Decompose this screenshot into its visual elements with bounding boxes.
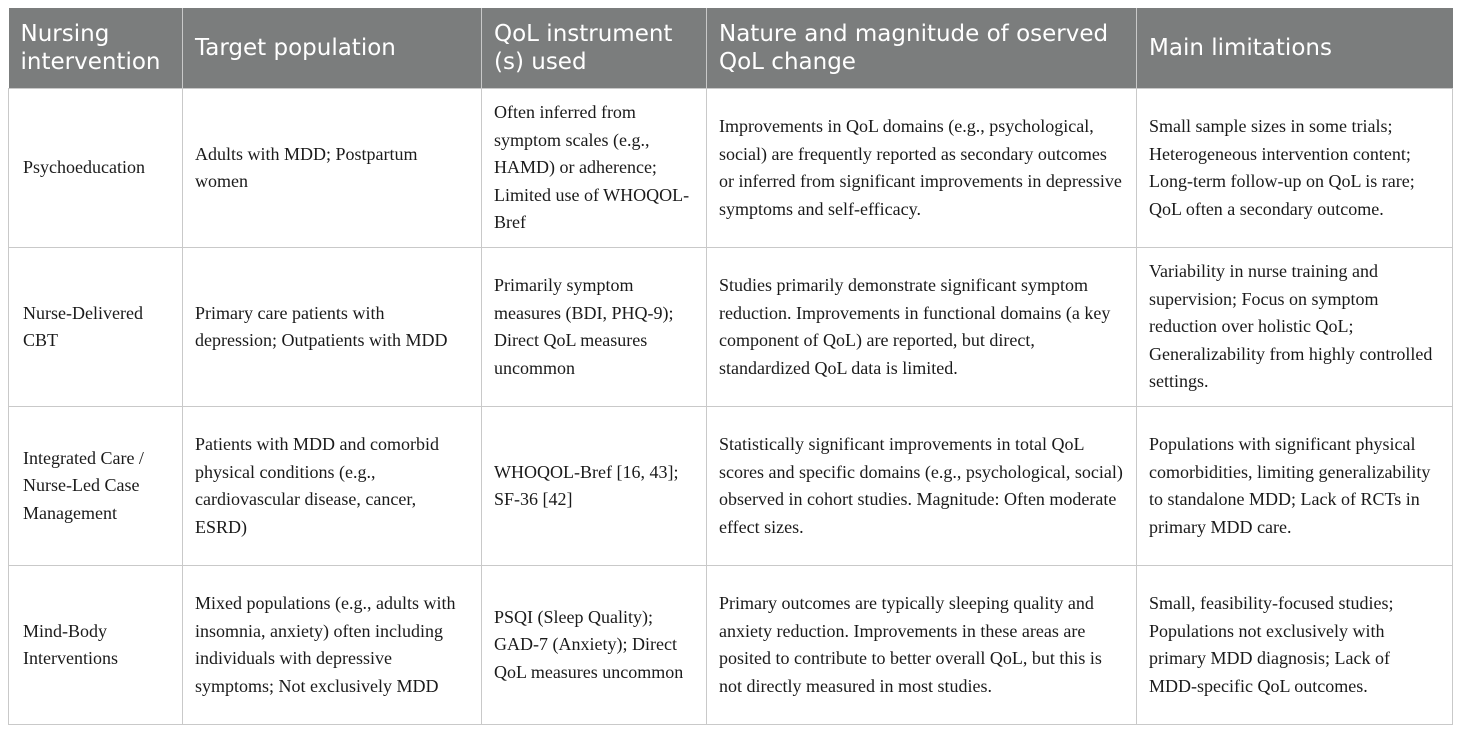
cell-qol-change: Improvements in QoL domains (e.g., psychological, social) are frequently reported as secondary outcomes or inferred from significant improvements in depressive symptoms and self-efficacy. <box>707 89 1137 248</box>
table-row <box>9 407 1453 566</box>
table-container <box>8 8 1452 725</box>
qol-interventions-table <box>8 8 1453 725</box>
table-row <box>9 566 1453 725</box>
header-target-population: Target population <box>183 8 482 89</box>
cell-instrument: WHOQOL-Bref [16, 43]; SF-36 [42] <box>482 407 707 566</box>
header-nursing-intervention: Nursing intervention <box>9 8 183 89</box>
cell-instrument: Primarily symptom measures (BDI, PHQ-9); Direct QoL measures uncommon <box>482 248 707 407</box>
cell-qol-change: Statistically significant improvements in total QoL scores and specific domains (e.g., psychological, social) observed in cohort studies. Magnitude: Often moderate effect sizes. <box>707 407 1137 566</box>
cell-limitations: Variability in nurse training and supervision; Focus on symptom reduction over holistic QoL; Generalizability from highly controlled settings. <box>1137 248 1453 407</box>
table-row <box>9 248 1453 407</box>
cell-instrument: Often inferred from symptom scales (e.g., HAMD) or adherence; Limited use of WHOQOL-Bref <box>482 89 707 248</box>
cell-population: Mixed populations (e.g., adults with insomnia, anxiety) often including individuals with depressive symptoms; Not exclusively MDD <box>183 566 482 725</box>
cell-intervention: Nurse-Delivered CBT <box>9 248 183 407</box>
header-row <box>9 8 1453 89</box>
cell-intervention: Mind-Body Interventions <box>9 566 183 725</box>
cell-population: Patients with MDD and comorbid physical conditions (e.g., cardiovascular disease, cancer, ESRD) <box>183 407 482 566</box>
cell-population: Adults with MDD; Postpartum women <box>183 89 482 248</box>
cell-qol-change: Primary outcomes are typically sleeping quality and anxiety reduction. Improvements in these areas are posited to contribute to better overall QoL, but this is not directly measured in most studies. <box>707 566 1137 725</box>
header-qol-instrument: QoL instrument (s) used <box>482 8 707 89</box>
cell-instrument: PSQI (Sleep Quality); GAD-7 (Anxiety); Direct QoL measures uncommon <box>482 566 707 725</box>
table-row <box>9 89 1453 248</box>
cell-limitations: Small sample sizes in some trials; Heterogeneous intervention content; Long-term follow-up on QoL is rare; QoL often a secondary outcome. <box>1137 89 1453 248</box>
header-qol-change: Nature and magnitude of oserved QoL change <box>707 8 1137 89</box>
header-main-limitations: Main limitations <box>1137 8 1453 89</box>
cell-intervention: Integrated Care / Nurse-Led Case Management <box>9 407 183 566</box>
cell-limitations: Populations with significant physical comorbidities, limiting generalizability to standalone MDD; Lack of RCTs in primary MDD care. <box>1137 407 1453 566</box>
cell-intervention: Psychoeducation <box>9 89 183 248</box>
cell-limitations: Small, feasibility-focused studies; Populations not exclusively with primary MDD diagnosis; Lack of MDD-specific QoL outcomes. <box>1137 566 1453 725</box>
cell-qol-change: Studies primarily demonstrate significant symptom reduction. Improvements in functional domains (a key component of QoL) are reported, but direct, standardized QoL data is limited. <box>707 248 1137 407</box>
cell-population: Primary care patients with depression; Outpatients with MDD <box>183 248 482 407</box>
